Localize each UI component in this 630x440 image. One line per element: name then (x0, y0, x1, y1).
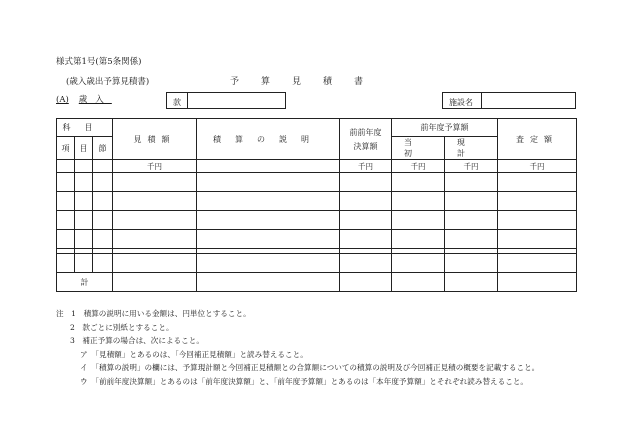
note-2: 2 款ごとに別紙とすること。 (70, 322, 174, 332)
section-heading (56, 96, 112, 105)
header-current: 現計 (445, 137, 498, 160)
kan-field (166, 92, 286, 109)
header-prev-budget: 前年度予算額 (392, 119, 498, 137)
header-assessed: 査定額 (498, 119, 577, 160)
note-3: 3 補正予算の場合は、次によること。 (70, 336, 204, 346)
header-kamoku: 科目 (57, 119, 113, 137)
facility-field (442, 92, 576, 109)
section-mark: (A) (56, 95, 69, 105)
header-initial: 当初 (392, 137, 445, 160)
section-label: 歳入 (78, 95, 112, 105)
unit-estimate: 千円 (113, 160, 197, 173)
facility-label: 施設名 (449, 98, 473, 107)
form-number: 様式第1号(第5条関係) (56, 57, 142, 67)
kan-label: 款 (173, 98, 181, 107)
table-row (57, 211, 577, 230)
header-kou: 項 (57, 137, 75, 160)
header-basis: 積算の説明 (197, 119, 340, 160)
page-title: 予算見積書 (230, 77, 386, 87)
table-row (57, 254, 577, 273)
unit-current: 千円 (445, 160, 498, 173)
form-subtitle: (歳入歳出予算見積書) (66, 77, 150, 87)
note-1: 注 1 積算の説明に用いる金額は、円単位とすること。 (56, 309, 251, 318)
unit-assessed: 千円 (498, 160, 577, 173)
unit-initial: 千円 (392, 160, 445, 173)
note-3b: イ 「積算の説明」の欄には、予算現計額と今回補正見積額との合算額についての積算の説明及び今回補正見積の概要を記載すること。 (80, 363, 540, 373)
header-moku: 目 (75, 137, 93, 160)
table-row (57, 192, 577, 211)
table-row (57, 173, 577, 192)
note-3a: ア 「見積額」とあるのは、「今回補正見積額」と読み替えること。 (80, 349, 308, 359)
table-row (57, 230, 577, 249)
notes (56, 307, 539, 389)
unit-prev2: 千円 (340, 160, 392, 173)
total-row (57, 273, 577, 292)
total-label: 計 (57, 273, 113, 292)
note-3c: ウ 「前前年度決算額」とあるのは「前年度決算額」と、「前年度予算額」とあるのは「本年度予算額」とそれぞれ読み替えること。 (80, 376, 529, 386)
unit-row (57, 160, 577, 173)
header-prev2-settlement: 前前年度 決算額 (340, 119, 392, 160)
budget-estimate-table (56, 118, 577, 292)
header-setsu: 節 (93, 137, 113, 160)
header-estimate: 見積額 (113, 119, 197, 160)
